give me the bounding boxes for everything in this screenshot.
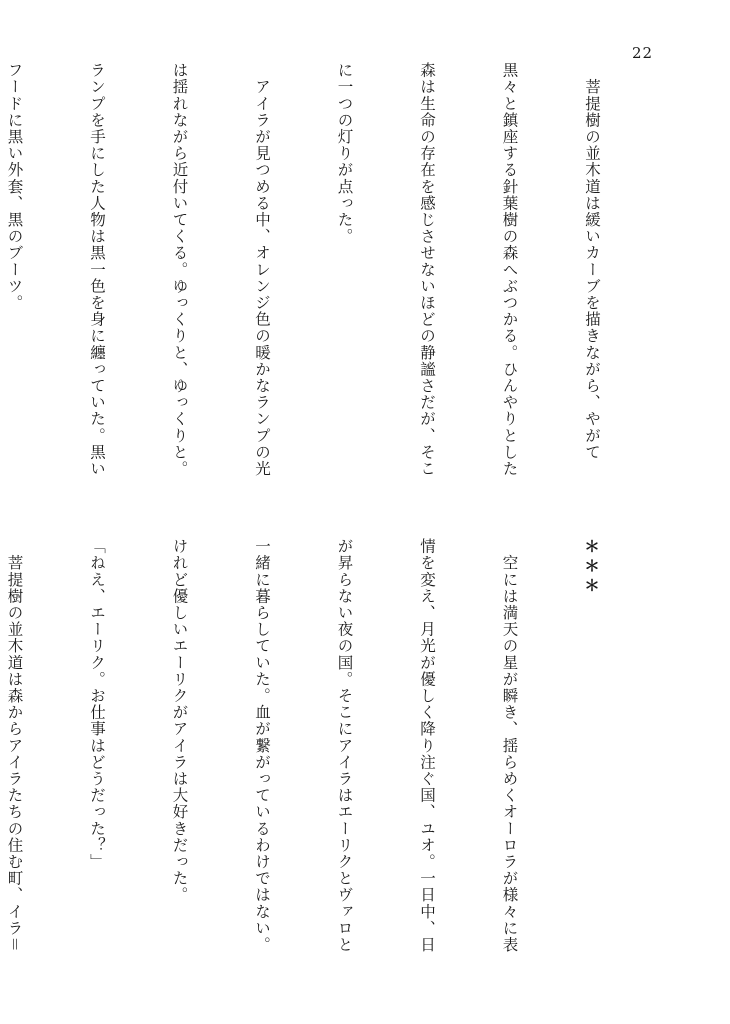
text-line: 森は生命の存在を感じさせないほどの静謐さだが、そこ <box>418 62 436 477</box>
text-line: 空には満天の星が瞬き、揺らめくオーロラが様々に表 <box>500 538 519 953</box>
text-line: 菩提樹の並木道は森からアイラたちの住む町、イラ＝ <box>5 538 24 953</box>
page-number: 22 <box>632 44 654 62</box>
section-break: ＊＊＊ <box>582 538 601 597</box>
text-line: は揺れながら近付いてくる。ゆっくりと、ゆっくりと。 <box>170 62 189 477</box>
text-line: に一つの灯りが点った。 <box>335 62 354 245</box>
text-line: フードに黒い外套、黒のブーツ。 <box>5 62 24 311</box>
dialogue-line: 「ねえ、エーリク。お仕事はどうだった？」 <box>88 538 106 870</box>
lower-text-block <box>0 538 660 978</box>
text-line: 黒々と鎮座する針葉樹の森へぶつかる。ひんやりとした <box>500 62 519 477</box>
text-line: ランプを手にした人物は黒一色を身に纏っていた。黒い <box>88 62 106 477</box>
text-line: 情を変え、月光が優しく降り注ぐ国、ユオ。一日中、日 <box>418 538 436 953</box>
upper-text-block <box>0 62 660 502</box>
text-line: けれど優しいエーリクがアイラは大好きだった。 <box>170 538 189 904</box>
text-line: アイラが見つめる中、オレンジ色の暖かなランプの光 <box>253 62 271 477</box>
text-line: 菩提樹の並木道は緩いカーブを描きながら、やがて <box>583 62 601 461</box>
text-line: 一緒に暮らしていた。血が繋がっているわけではない。 <box>253 538 271 953</box>
text-line: が昇らない夜の国。そこにアイラはエーリクとヴァロと <box>335 538 354 953</box>
